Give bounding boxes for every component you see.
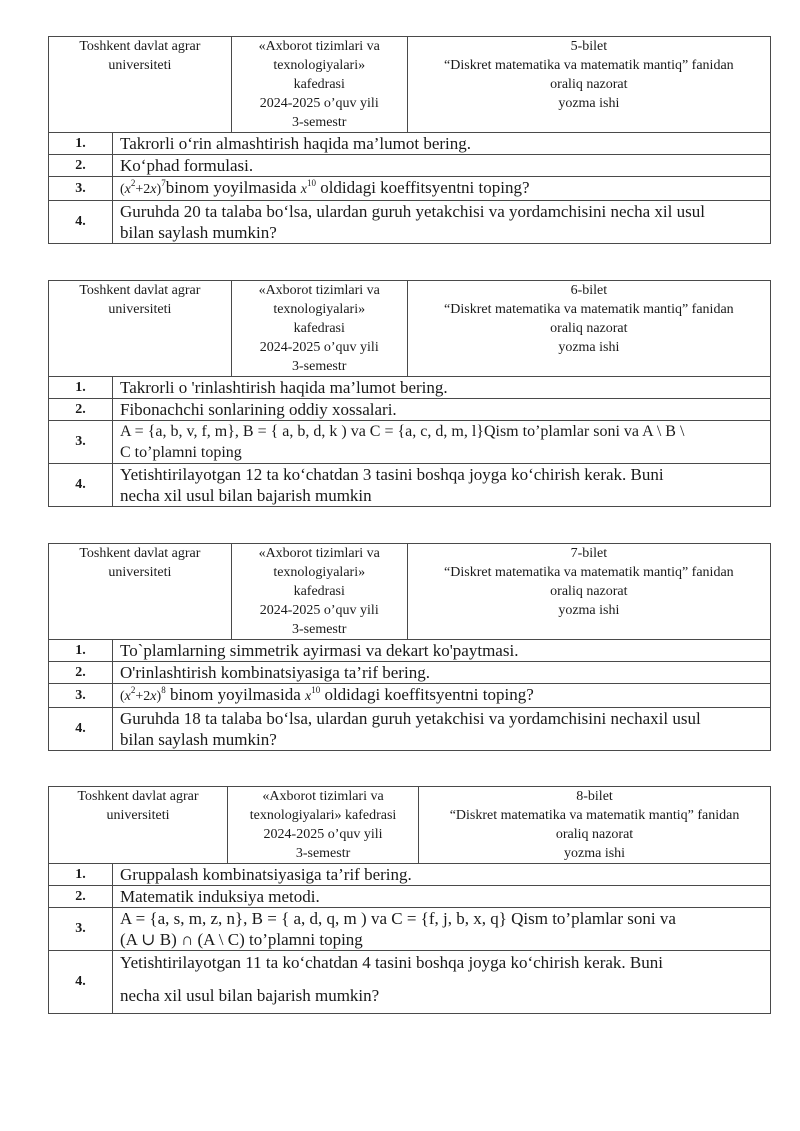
question-line: Matematik induksiya metodi. — [120, 887, 320, 906]
ticket-title-line: yozma ishi — [558, 603, 620, 618]
ticket-title-cell — [407, 544, 770, 640]
question-number: 3. — [49, 684, 113, 708]
ticket-header — [49, 37, 771, 133]
question-number: 1. — [49, 377, 113, 399]
ticket-header — [49, 787, 771, 864]
question-line: necha xil usul bilan bajarish mumkin — [120, 486, 372, 505]
university-line: Toshkent davlat agrar — [79, 283, 201, 298]
question-line: C to’plamni toping — [120, 444, 242, 461]
ticket-title-line: “Diskret matematika va matematik mantiq” fanidan — [444, 58, 734, 73]
exponent: 10 — [311, 685, 321, 695]
math-term: +2 — [135, 689, 151, 704]
math-var: x — [300, 182, 307, 197]
university-cell — [49, 787, 228, 864]
question-row — [49, 684, 771, 708]
question-number: 2. — [49, 155, 113, 177]
question-row — [49, 886, 771, 908]
question-text — [113, 421, 771, 464]
question-line: A = {a, b, v, f, m}, B = { a, b, d, k ) va C = {a, c, d, m, l}Qism to’plamlar soni va A \ B \ — [120, 423, 685, 440]
question-row — [49, 177, 771, 201]
department-cell — [231, 281, 407, 377]
department-line: texnologiyalari» kafedrasi — [249, 808, 397, 823]
question-text — [113, 684, 771, 708]
department-line: kafedrasi — [293, 584, 345, 599]
question-number: 1. — [49, 640, 113, 662]
ticket-title-line: yozma ishi — [558, 96, 620, 111]
question-row — [49, 399, 771, 421]
question-line: A = {a, s, m, z, n}, B = { a, d, q, m ) va C = {f, j, b, x, q} Qism to’plamlar soni va — [120, 909, 676, 928]
department-line: «Axborot tizimlari va — [258, 283, 380, 298]
department-cell — [228, 787, 419, 864]
math-var: x — [124, 182, 131, 197]
university-cell — [49, 281, 232, 377]
question-line: To`plamlarning simmetrik ayirmasi va dekart ko'paytmasi. — [120, 641, 519, 660]
question-text-part: oldidagi koeffitsyentni toping? — [320, 685, 534, 704]
question-text-part: oldidagi koeffitsyentni toping? — [315, 178, 530, 197]
question-number: 3. — [49, 177, 113, 201]
question-number: 4. — [49, 951, 113, 1014]
math-var: x — [150, 689, 157, 704]
question-line: Yetishtirilayotgan 12 ta ko‘chatdan 3 tasini boshqa joyga ko‘chirish kerak. Buni — [120, 465, 664, 484]
question-text — [113, 662, 771, 684]
department-line: «Axborot tizimlari va — [258, 546, 380, 561]
question-number: 1. — [49, 133, 113, 155]
math-var: x — [150, 182, 157, 197]
binomial-expression — [120, 178, 166, 197]
question-row — [49, 421, 771, 464]
exponent: 7 — [161, 178, 166, 188]
exponent: 10 — [306, 178, 316, 188]
question-number: 2. — [49, 886, 113, 908]
department-line: 3-semestr — [292, 359, 347, 374]
department-line: texnologiyalari» — [273, 565, 366, 580]
question-row — [49, 155, 771, 177]
paren-close: ) — [156, 182, 162, 197]
ticket-header — [49, 544, 771, 640]
department-line: «Axborot tizimlari va — [258, 39, 380, 54]
ticket-title-cell — [407, 281, 770, 377]
question-line: Yetishtirilayotgan 11 ta ko‘chatdan 4 tasini boshqa joyga ko‘chirish kerak. Buni — [120, 953, 663, 972]
department-line: kafedrasi — [293, 321, 345, 336]
ticket-number: 8-bilet — [576, 789, 613, 804]
department-line: texnologiyalari» — [273, 302, 366, 317]
question-row — [49, 662, 771, 684]
department-line: «Axborot tizimlari va — [262, 789, 384, 804]
department-line: 3-semestr — [292, 622, 347, 637]
question-text — [113, 377, 771, 399]
question-text-part: binom yoyilmasida — [165, 685, 305, 704]
question-line: bilan saylash mumkin? — [120, 223, 277, 242]
department-cell — [231, 37, 407, 133]
university-line: Toshkent davlat agrar — [79, 39, 201, 54]
question-text — [113, 886, 771, 908]
question-line: Gruppalash kombinatsiyasiga ta’rif bering. — [120, 865, 412, 884]
ticket-title-line: oraliq nazorat — [555, 827, 634, 842]
question-line: Guruhda 20 ta talaba bo‘lsa, ulardan guruh yetakchisi va yordamchisini necha xil usul — [120, 202, 705, 221]
ticket-title-line: yozma ishi — [558, 340, 620, 355]
paren-open: ( — [120, 689, 125, 704]
exponent: 8 — [161, 685, 166, 695]
ticket-title-line: oraliq nazorat — [550, 77, 628, 92]
question-row — [49, 708, 771, 751]
university-line: Toshkent davlat agrar — [77, 789, 199, 804]
ticket-title-line: oraliq nazorat — [550, 584, 628, 599]
question-line: Takrorli o‘rin almashtirish haqida ma’lumot bering. — [120, 134, 471, 153]
ticket-number: 6-bilet — [570, 283, 608, 298]
exponent: 2 — [130, 685, 136, 695]
department-cell — [231, 544, 407, 640]
question-line: O'rinlashtirish kombinatsiyasiga ta’rif bering. — [120, 663, 430, 682]
question-line: necha xil usul bilan bajarish mumkin? — [120, 986, 380, 1005]
question-row — [49, 640, 771, 662]
ticket-title-line: yozma ishi — [564, 846, 626, 861]
question-row — [49, 201, 771, 244]
ticket-number: 5-bilet — [570, 39, 608, 54]
question-text — [113, 133, 771, 155]
question-text — [113, 640, 771, 662]
ticket-7 — [48, 543, 771, 751]
question-number: 3. — [49, 421, 113, 464]
university-line: universiteti — [108, 302, 172, 317]
math-term: +2 — [135, 182, 151, 197]
department-line: 2024-2025 o’quv yili — [259, 96, 379, 111]
question-row — [49, 951, 771, 1014]
binomial-expression — [120, 685, 166, 704]
question-text — [113, 864, 771, 886]
question-number: 2. — [49, 662, 113, 684]
ticket-title-line: oraliq nazorat — [550, 321, 628, 336]
question-text — [113, 177, 771, 201]
question-text — [113, 399, 771, 421]
question-line: Guruhda 18 ta talaba bo‘lsa, ulardan guruh yetakchisi va yordamchisini nechaxil usul — [120, 709, 701, 728]
question-number: 1. — [49, 864, 113, 886]
ticket-title-cell — [419, 787, 771, 864]
question-text — [113, 951, 771, 1014]
ticket-5 — [48, 36, 771, 244]
department-line: kafedrasi — [293, 77, 345, 92]
question-row — [49, 864, 771, 886]
question-line: Fibonachchi sonlarining oddiy xossalari. — [120, 400, 397, 419]
question-number: 4. — [49, 201, 113, 244]
question-row — [49, 908, 771, 951]
department-line: 2024-2025 o’quv yili — [259, 340, 379, 355]
department-line: 2024-2025 o’quv yili — [259, 603, 379, 618]
question-text — [113, 708, 771, 751]
ticket-6 — [48, 280, 771, 507]
university-line: universiteti — [108, 58, 172, 73]
math-var: x — [304, 689, 312, 704]
question-line: (A ∪ B) ∩ (A \ C) to’plamni toping — [120, 930, 363, 949]
question-row — [49, 133, 771, 155]
university-cell — [49, 544, 232, 640]
math-var: x — [124, 689, 131, 704]
paren-close: ) — [156, 689, 162, 704]
ticket-title-line: “Diskret matematika va matematik mantiq” fanidan — [444, 302, 734, 317]
question-line: Ko‘phad formulasi. — [120, 156, 254, 175]
question-line: bilan saylash mumkin? — [120, 730, 277, 749]
question-text — [113, 201, 771, 244]
question-text — [113, 464, 771, 507]
department-line: 2024-2025 o’quv yili — [263, 827, 383, 842]
university-cell — [49, 37, 232, 133]
ticket-8 — [48, 786, 771, 1014]
question-row — [49, 377, 771, 399]
department-line: texnologiyalari» — [273, 58, 366, 73]
paren-open: ( — [120, 182, 125, 197]
question-text-part: binom yoyilmasida — [165, 178, 301, 197]
university-line: Toshkent davlat agrar — [79, 546, 201, 561]
question-number: 4. — [49, 464, 113, 507]
ticket-header — [49, 281, 771, 377]
question-number: 4. — [49, 708, 113, 751]
university-line: universiteti — [106, 808, 170, 823]
exponent: 2 — [130, 178, 136, 188]
question-number: 3. — [49, 908, 113, 951]
department-line: 3-semestr — [292, 115, 347, 130]
university-line: universiteti — [108, 565, 172, 580]
ticket-title-line: “Diskret matematika va matematik mantiq” fanidan — [444, 565, 734, 580]
ticket-title-cell — [407, 37, 770, 133]
question-row — [49, 464, 771, 507]
ticket-title-line: “Diskret matematika va matematik mantiq” fanidan — [449, 808, 740, 823]
ticket-number: 7-bilet — [570, 546, 608, 561]
question-number: 2. — [49, 399, 113, 421]
department-line: 3-semestr — [295, 846, 351, 861]
question-text — [113, 155, 771, 177]
question-line: Takrorli o 'rinlashtirish haqida ma’lumot bering. — [120, 378, 448, 397]
question-text — [113, 908, 771, 951]
